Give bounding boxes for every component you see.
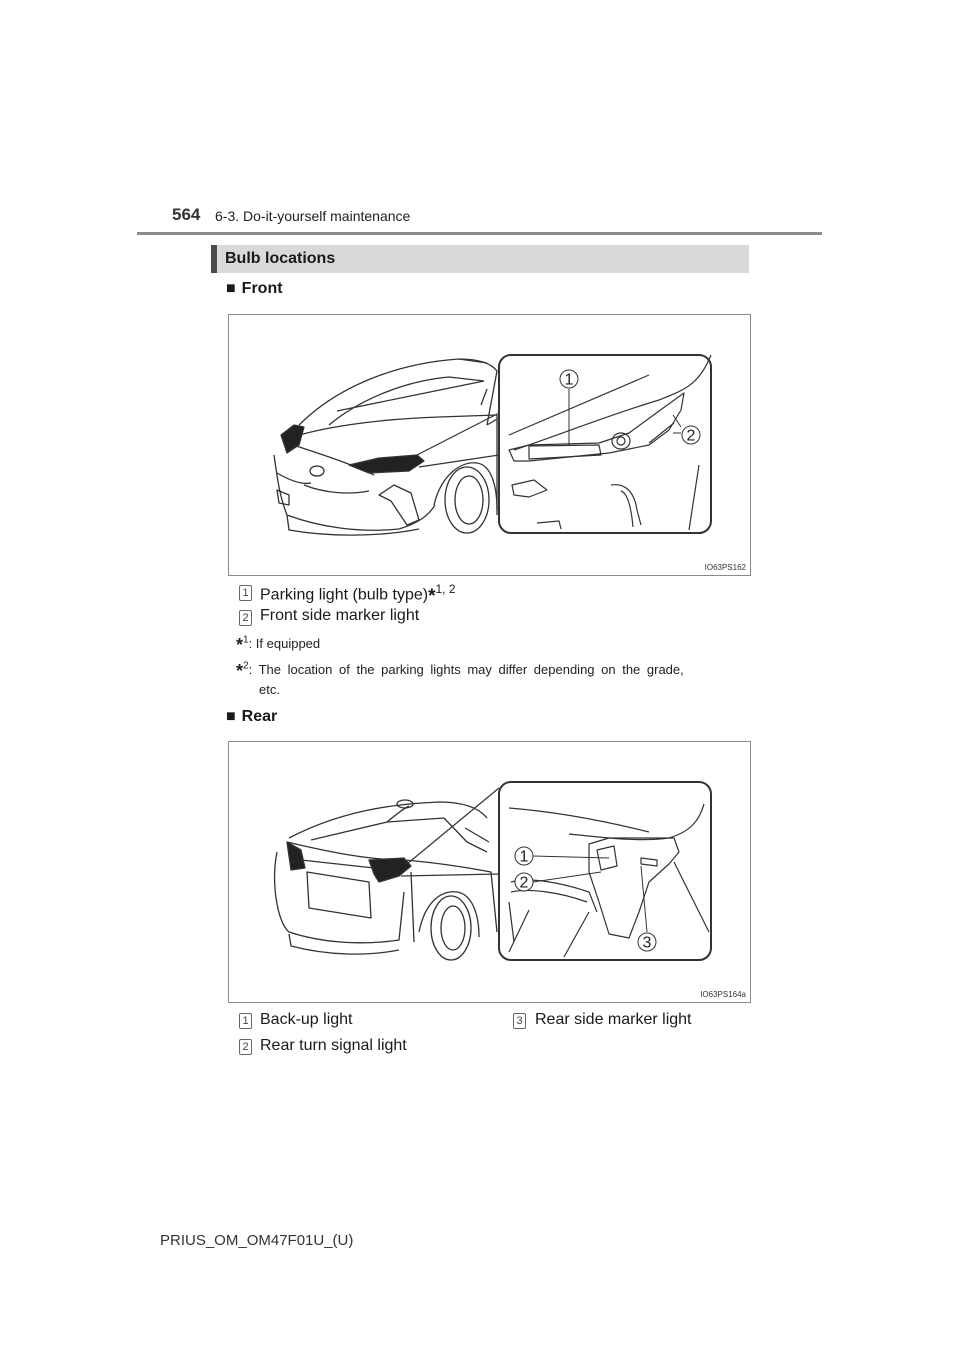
rear-heading — [226, 708, 277, 726]
rear-callout-2: 2 — [519, 874, 529, 892]
note-2-continuation: etc. — [259, 682, 280, 697]
front-callout-2: 2 — [686, 427, 696, 445]
front-legend-ref: 1, 2 — [435, 582, 456, 596]
section-marker — [211, 245, 217, 273]
front-figure-code: IO63PS162 — [704, 563, 746, 572]
note-1-num: 1 — [243, 634, 249, 646]
front-figure — [228, 314, 751, 576]
rear-figure-code: IO63PS164a — [700, 990, 746, 999]
note-1-text: : If equipped — [248, 636, 321, 651]
rear-legend-item-1: Back-up light — [260, 1011, 353, 1028]
section-title-bar — [211, 245, 749, 273]
note-1-star: * — [236, 635, 244, 655]
footer-doc-id: PRIUS_OM_OM47F01U_(U) — [160, 1232, 354, 1249]
rear-legend-item-3: Rear side marker light — [535, 1011, 692, 1028]
note-2-num: 2 — [243, 660, 249, 672]
rear-callout-1: 1 — [519, 848, 529, 866]
front-legend-star: * — [428, 586, 436, 608]
front-heading — [226, 280, 283, 298]
front-legend-item-1 — [260, 582, 456, 608]
header-rule — [137, 232, 822, 235]
rear-legend-item-2: Rear turn signal light — [260, 1037, 407, 1054]
rear-car-illustration — [229, 742, 750, 1002]
rear-heading-label: Rear — [241, 708, 278, 725]
front-car-illustration — [229, 315, 750, 575]
front-legend-num-2: 2 — [239, 610, 252, 626]
rear-callout-3: 3 — [642, 934, 652, 952]
chapter-title: 6-3. Do-it-yourself maintenance — [215, 208, 411, 224]
note-2-text: : The location of the parking lights may differ depending on the grade, — [248, 662, 684, 677]
front-legend-num-1: 1 — [239, 585, 252, 601]
rear-legend-num-2: 2 — [239, 1039, 252, 1055]
section-title: Bulb locations — [225, 250, 336, 267]
front-legend-label-1: Parking light (bulb type) — [260, 586, 429, 604]
note-2 — [236, 658, 748, 679]
front-callout-1: 1 — [564, 371, 574, 389]
square-bullet-icon: ■ — [226, 708, 236, 725]
note-1 — [236, 632, 320, 653]
square-bullet-icon: ■ — [226, 280, 236, 297]
rear-legend-num-1: 1 — [239, 1013, 252, 1029]
front-heading-label: Front — [241, 280, 283, 297]
rear-legend-num-3: 3 — [513, 1013, 526, 1029]
page-number: 564 — [172, 205, 201, 224]
note-2-star: * — [236, 661, 244, 681]
front-legend-item-2: Front side marker light — [260, 607, 420, 624]
rear-figure — [228, 741, 751, 1003]
